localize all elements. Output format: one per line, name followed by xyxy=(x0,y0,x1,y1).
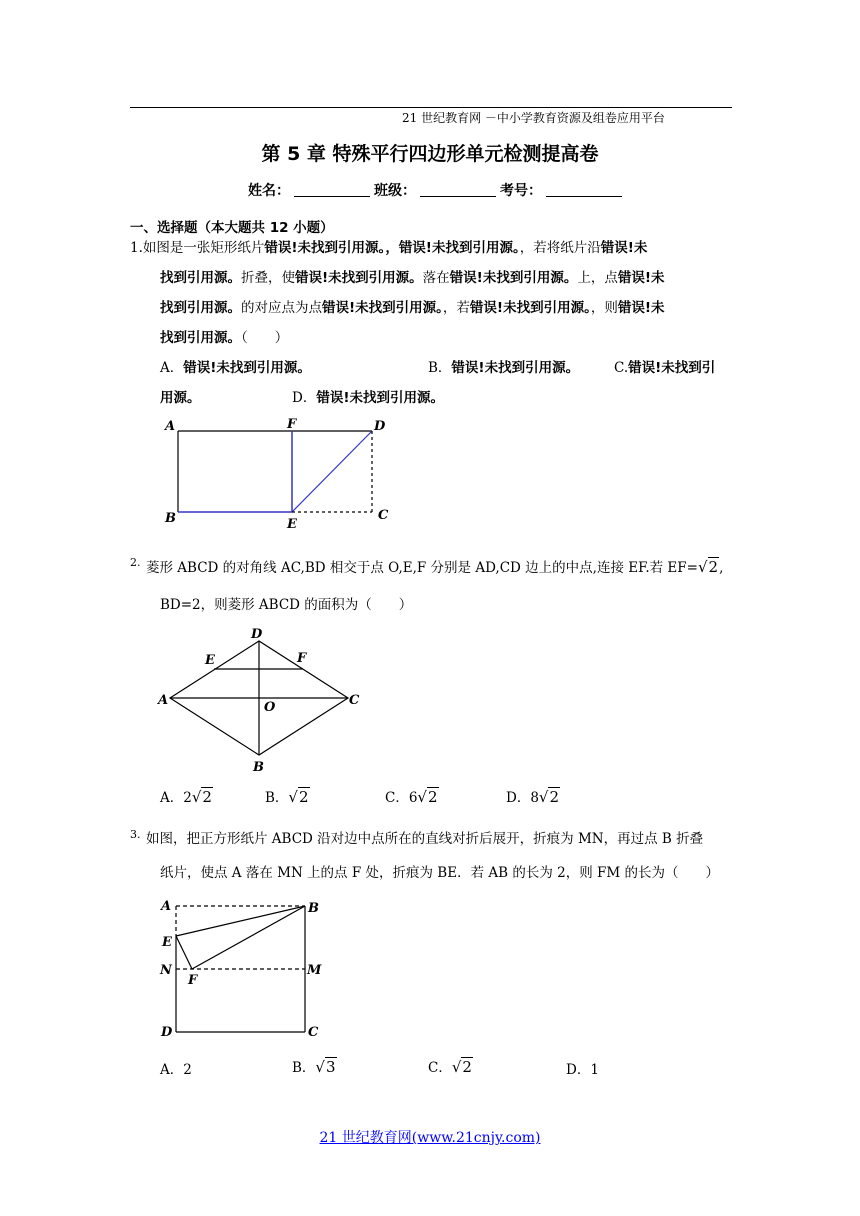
label-A: A xyxy=(158,693,169,708)
q2-option-c[interactable] xyxy=(385,786,439,806)
q1-error-ref: 错误!未找到引用源。 xyxy=(183,360,311,376)
q1-text: ，若 xyxy=(442,300,470,316)
q1-error-ref: 错误!未找到引 xyxy=(628,360,716,376)
q1-error-ref: 错误!未找到引用源。 xyxy=(322,300,443,316)
q1-error-ref: 错误!未找到引用源。 xyxy=(451,360,580,376)
q1-figure xyxy=(160,412,400,532)
class-label: 班级： xyxy=(374,183,416,199)
sqrt-icon: √2 xyxy=(288,788,309,806)
q3-figure xyxy=(155,892,335,1042)
option-letter: B． xyxy=(265,790,289,806)
label-E: E xyxy=(205,653,215,668)
label-E: E xyxy=(162,935,172,950)
label-C: C xyxy=(378,508,389,523)
q1-text: ， xyxy=(385,240,399,256)
option-letter: A．2 xyxy=(160,790,192,806)
id-label: 考号： xyxy=(500,183,542,199)
q1-option-c-wrap: 用源。 xyxy=(160,390,201,406)
q3-option-d[interactable]: D．1 xyxy=(566,1062,599,1078)
radicand: 3 xyxy=(325,1058,336,1076)
q2-line-1 xyxy=(146,552,723,583)
q2-figure xyxy=(155,622,370,777)
label-F: F xyxy=(287,417,297,432)
label-B: B xyxy=(253,760,264,775)
label-B: B xyxy=(165,511,176,526)
radicand: 2 xyxy=(708,558,719,576)
label-A: A xyxy=(165,419,176,434)
option-letter: D． xyxy=(292,390,317,406)
label-F: F xyxy=(297,651,307,666)
q1-text: ，则 xyxy=(590,300,618,316)
sqrt-icon: √2 xyxy=(538,788,560,806)
name-label: 姓名： xyxy=(248,183,290,199)
q1-error-ref: 错误!未 xyxy=(617,270,665,286)
q1-error-ref: 找到引用源。 xyxy=(160,270,241,286)
header-rule xyxy=(130,107,732,108)
label-B: B xyxy=(308,901,319,916)
q1-error-ref: 错误!未找到引用源。 xyxy=(264,240,386,256)
section-heading: 一、选择题（本大题共 12 小题） xyxy=(130,220,334,236)
sqrt-icon: √2 xyxy=(697,558,719,576)
q1-option-c[interactable] xyxy=(614,353,715,383)
label-D: D xyxy=(251,627,263,642)
sqrt-icon: √2 xyxy=(451,1058,472,1076)
q2-line-2: BD=2，则菱形 ABCD 的面积为（ ） xyxy=(160,597,413,613)
name-blank[interactable] xyxy=(294,184,370,197)
radicand: 2 xyxy=(298,788,309,806)
q3-line-1: 如图，把正方形纸片 ABCD 沿对边中点所在的直线对折后展开，折痕为 MN，再过点 B 折叠 xyxy=(146,831,704,847)
sqrt-icon: √2 xyxy=(417,788,438,806)
radicand: 2 xyxy=(462,1058,472,1076)
q1-text: 如图是一张矩形纸片 xyxy=(142,240,265,256)
q1-error-ref: 错误!未找到引用源。 xyxy=(295,270,423,286)
q2-option-d[interactable] xyxy=(506,786,560,806)
page-title: 第 5 章 特殊平行四边形单元检测提高卷 xyxy=(261,143,599,165)
label-A: A xyxy=(161,899,172,914)
student-info xyxy=(248,180,626,200)
q2-text: 菱形 ABCD 的对角线 AC,BD 相交于点 O,E,F 分别是 AD,CD 边上的中点,连接 EF.若 EF= xyxy=(146,560,698,576)
label-M: M xyxy=(307,963,322,978)
option-letter: C．6 xyxy=(385,790,418,806)
q1-line-3 xyxy=(160,293,665,323)
q2-option-b[interactable] xyxy=(265,786,310,806)
q3-option-b[interactable] xyxy=(292,1056,337,1076)
radicand: 2 xyxy=(549,788,560,806)
radicand: 2 xyxy=(202,788,212,806)
q1-error-ref: 错误!未找到引用源。 xyxy=(316,390,444,406)
q1-error-ref: 错误!未 xyxy=(617,300,665,316)
label-N: N xyxy=(160,963,172,978)
option-letter: C． xyxy=(428,1060,452,1076)
q1-number: 1. xyxy=(130,240,143,256)
sqrt-icon: √3 xyxy=(315,1058,336,1076)
option-letter: C. xyxy=(614,360,629,376)
q1-error-ref: 找到引用源。 xyxy=(160,300,241,316)
q1-line-4 xyxy=(160,323,288,353)
q1-line-1 xyxy=(130,233,647,263)
label-D: D xyxy=(161,1025,173,1040)
q2-number: 2. xyxy=(130,556,141,569)
class-blank[interactable] xyxy=(420,184,496,197)
q3-option-c[interactable] xyxy=(428,1056,473,1076)
q1-option-a[interactable] xyxy=(160,353,311,383)
q1-text: 上，点 xyxy=(577,270,618,286)
q3-line-2: 纸片，使点 A 落在 MN 上的点 F 处，折痕为 BE．若 AB 的长为 2，则 FM 的长为（ ） xyxy=(160,865,719,881)
label-F: F xyxy=(188,973,198,988)
q3-option-a[interactable]: A．2 xyxy=(160,1062,192,1078)
option-letter: B． xyxy=(292,1060,316,1076)
label-O: O xyxy=(264,700,276,715)
option-letter: B． xyxy=(428,360,452,376)
sqrt-icon: √2 xyxy=(191,788,212,806)
label-D: D xyxy=(374,419,386,434)
q2-option-a[interactable] xyxy=(160,786,213,806)
option-letter: A． xyxy=(160,360,184,376)
label-E: E xyxy=(287,517,297,532)
q1-error-ref: 找到引用源。 xyxy=(160,330,241,346)
q1-text: 的对应点为点 xyxy=(241,300,322,316)
q1-text: 折叠，使 xyxy=(241,270,295,286)
q3-number: 3. xyxy=(130,828,141,841)
option-letter: D．8 xyxy=(506,790,539,806)
q1-error-ref: 错误!未 xyxy=(600,240,648,256)
label-C: C xyxy=(308,1025,319,1040)
q1-text: 落在 xyxy=(422,270,450,286)
q1-error-ref: 错误!未找到引用源。 xyxy=(449,270,578,286)
q1-error-ref: 错误!未找到引用源。 xyxy=(398,240,520,256)
q1-text: ，若将纸片沿 xyxy=(519,240,601,256)
header-site: 21 世纪教育网 －中小学教育资源及组卷应用平台 xyxy=(402,111,665,125)
q1-text: （ ） xyxy=(241,330,289,346)
q2-text: , xyxy=(719,560,724,576)
q1-option-d[interactable] xyxy=(292,383,444,413)
id-blank[interactable] xyxy=(546,184,622,197)
radicand: 2 xyxy=(427,788,438,806)
footer-link[interactable]: 21 世纪教育网(www.21cnjy.com) xyxy=(319,1130,541,1146)
q1-error-ref: 错误!未找到引用源。 xyxy=(469,300,591,316)
q1-option-b[interactable] xyxy=(428,353,579,383)
q1-line-2 xyxy=(160,263,665,293)
label-C: C xyxy=(349,693,360,708)
